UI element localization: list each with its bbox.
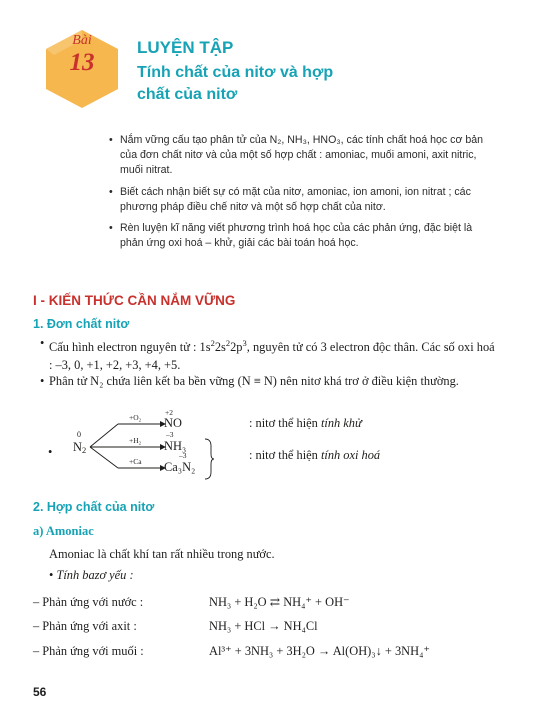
electron-config-bullet: • Cấu hình electron nguyên tử : $1s^22s^22p^3$, nguyên tử có 3 electron độc thân. Các số oxi hoá : –3, 0, +1, +2, +3, +4, +5. xyxy=(40,336,495,372)
reaction-eq-acid: NH₃ + HCl → NH₄Cl xyxy=(209,619,318,633)
reaction-label-water: – Phản ứng với nước : xyxy=(33,595,144,609)
lesson-subtitle: Tính chất của nitơ và hợp chất của nitơ xyxy=(137,64,334,103)
section-heading: I - KIẾN THỨC CẦN NẮM VỮNG xyxy=(33,293,236,308)
objective-1: • Nắm vững cấu tạo phân tử của N₂, NH₃, HNO₃, các tính chất hoá học cơ bản của đơn chất nitơ và của một số hợp chất : amoniac, muối amoni, axit nitric, muối nitrat. xyxy=(109,134,484,176)
lesson-title: LUYỆN TẬP xyxy=(137,38,234,57)
subsection-elemental-nitrogen: 1. Đơn chất nitơ xyxy=(33,317,130,331)
objective-2: • Biết cách nhận biết sự có mặt của nitơ, amoniac, ion amoni, ion nitrat ; các phương pháp điều chế nitơ và một số hợp chất của nitơ. xyxy=(109,186,471,213)
oxidizing-note: : nitơ thể hiện tính oxi hoá xyxy=(249,448,381,462)
product-nh3: NH₃ xyxy=(164,439,187,453)
objective-3: • Rèn luyện kĩ năng viết phương trình hoá học của các phản ứng, đặc biệt là phản ứng oxi hoá – khử, giải các bài toán hoá học. xyxy=(109,222,473,249)
subsection-nitrogen-compounds: 2. Hợp chất của nitơ xyxy=(33,500,155,514)
reaction-eq-water: NH₃ + H₂O ⇄ NH₄⁺ + OH⁻ xyxy=(209,595,350,609)
lesson-number: 13 xyxy=(69,49,95,76)
subsection-ammonia: a) Amoniac xyxy=(33,524,94,538)
page-number: 56 xyxy=(33,685,47,699)
reaction-label-acid: – Phản ứng với axit : xyxy=(33,619,137,633)
ammonia-intro: Amoniac là chất khí tan rất nhiều trong nước. xyxy=(49,547,275,561)
triple-bond-bullet: • Phân tử N₂ chứa liên kết ba bền vững (N ≡ N) nên nitơ khá trơ ở điều kiện thường. xyxy=(40,374,459,388)
nitrogen-reaction-diagram: • 0 $N_2$ +O₂ +H₂ +Ca +2 NO –3 NH₃ –3 Ca₃N₂ xyxy=(48,410,348,485)
reaction-eq-salt: Al³⁺ + 3NH₃ + 3H₂O → Al(OH)₃↓ + 3NH₄⁺ xyxy=(209,644,430,658)
product-ca3n2: Ca₃N₂ xyxy=(164,460,196,474)
reactant-n2: $N_2$ xyxy=(73,440,87,455)
weak-base-label: • Tính bazơ yếu : xyxy=(49,568,134,582)
reaction-label-salt: – Phản ứng với muối : xyxy=(33,644,144,658)
reducing-note: : nitơ thể hiện tính khử xyxy=(249,416,362,430)
product-no: NO xyxy=(164,416,182,430)
lesson-label: Bài xyxy=(72,33,92,48)
